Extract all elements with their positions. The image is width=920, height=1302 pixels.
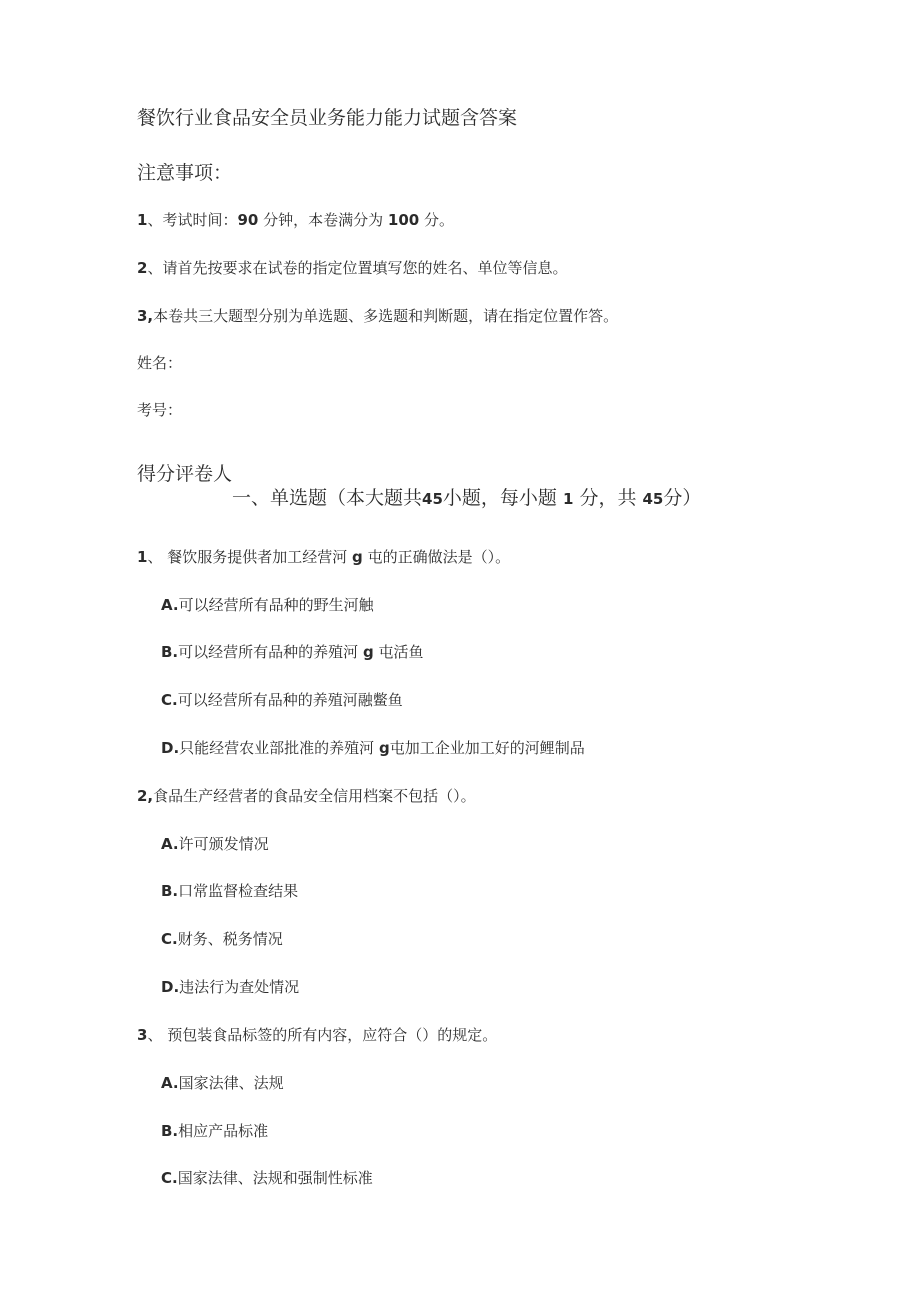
option-c [161,928,283,949]
question-2-stem [137,785,476,806]
question-text: 屯的正确做法是（）。 [367,548,511,566]
option-key: D. [161,978,180,996]
option-text: 国家法律、法规 [178,1074,284,1092]
score-reviewer-label: 得分评卷人 [137,463,233,485]
option-key: C. [161,691,178,709]
section-heading-text: 分，共 [579,487,637,509]
question-separator: 、 [147,548,163,566]
option-text: 只能经营农业部批准的养殖河 [179,739,375,757]
option-key: B. [161,1122,179,1140]
option-key: C. [161,1169,178,1187]
option-text: 相应产品标准 [178,1122,269,1140]
question-text: 预包装食品标签的所有内容，应符合（）的规定。 [167,1026,498,1044]
question-number: 1 [137,548,148,566]
option-key: C. [161,930,178,948]
option-key: A. [161,596,179,614]
question-count: 45 [422,490,443,508]
option-text: 可以经营所有品种的野生河触 [178,596,374,614]
option-text: 许可颁发情况 [178,835,269,853]
option-c [161,689,403,710]
question-3-stem [137,1024,497,1045]
note-number: 2 [137,259,148,277]
note-text: 、考试时间： [147,211,238,229]
note-text: 、请首先按要求在试卷的指定位置填写您的姓名、单位等信息。 [147,259,568,277]
question-number: 2, [137,787,154,805]
option-text: 屯活鱼 [378,643,424,661]
option-text: 财务、税务情况 [177,930,283,948]
section-heading-text: 一、单选题（本大题共 [232,487,423,509]
option-text: 可以经营所有品种的养殖河 [178,643,359,661]
option-text: 违法行为查处情况 [179,978,300,996]
name-field-label: 姓名： [137,354,183,372]
question-text: 食品生产经营者的食品安全信用档案不包括（）。 [153,787,476,805]
document-title: 餐饮行业食品安全员业务能力能力试题含答案 [137,107,518,129]
note-item-2 [137,257,567,278]
option-a [161,594,374,615]
note-text: 分钟，本卷满分为 [263,211,384,229]
notes-heading: 注意事项： [137,162,233,184]
option-b [161,880,298,901]
exam-number-field-label: 考号： [137,401,183,419]
option-text-latin: g [378,739,390,757]
note-text: 分。 [424,211,455,229]
question-text-latin: g [352,548,363,566]
question-separator: 、 [147,1026,163,1044]
option-text-latin: g [362,643,374,661]
option-a [161,833,269,854]
option-c [161,1167,373,1188]
option-key: A. [161,1074,179,1092]
option-text: 可以经营所有品种的养殖河融鳖鱼 [177,691,403,709]
section-heading-text: 分） [663,487,702,509]
question-text: 餐饮服务提供者加工经营河 [167,548,348,566]
option-d [161,976,299,997]
note-number: 1 [137,211,148,229]
option-b [161,641,423,662]
exam-duration: 90 [237,211,259,229]
option-a [161,1072,284,1093]
option-key: B. [161,643,179,661]
option-text: 口常监督检查结果 [178,882,299,900]
question-number: 3 [137,1026,148,1044]
note-number: 3, [137,307,154,325]
option-text: 屯加工企业加工好的河鲤制品 [389,739,585,757]
option-key: B. [161,882,179,900]
option-key: D. [161,739,180,757]
section-heading-text: 小题，每小题 [442,487,557,509]
points-total: 45 [642,490,664,508]
option-d [161,737,585,758]
note-text: 本卷共三大题型分别为单选题、多选题和判断题，请在指定位置作答。 [153,307,619,325]
full-score: 100 [387,211,420,229]
option-text: 国家法律、法规和强制性标准 [177,1169,373,1187]
note-item-1 [137,209,454,230]
points-each: 1 [562,490,574,508]
section-heading [232,483,701,510]
note-item-3 [137,305,618,326]
question-1-stem [137,546,510,567]
option-b [161,1120,268,1141]
option-key: A. [161,835,179,853]
